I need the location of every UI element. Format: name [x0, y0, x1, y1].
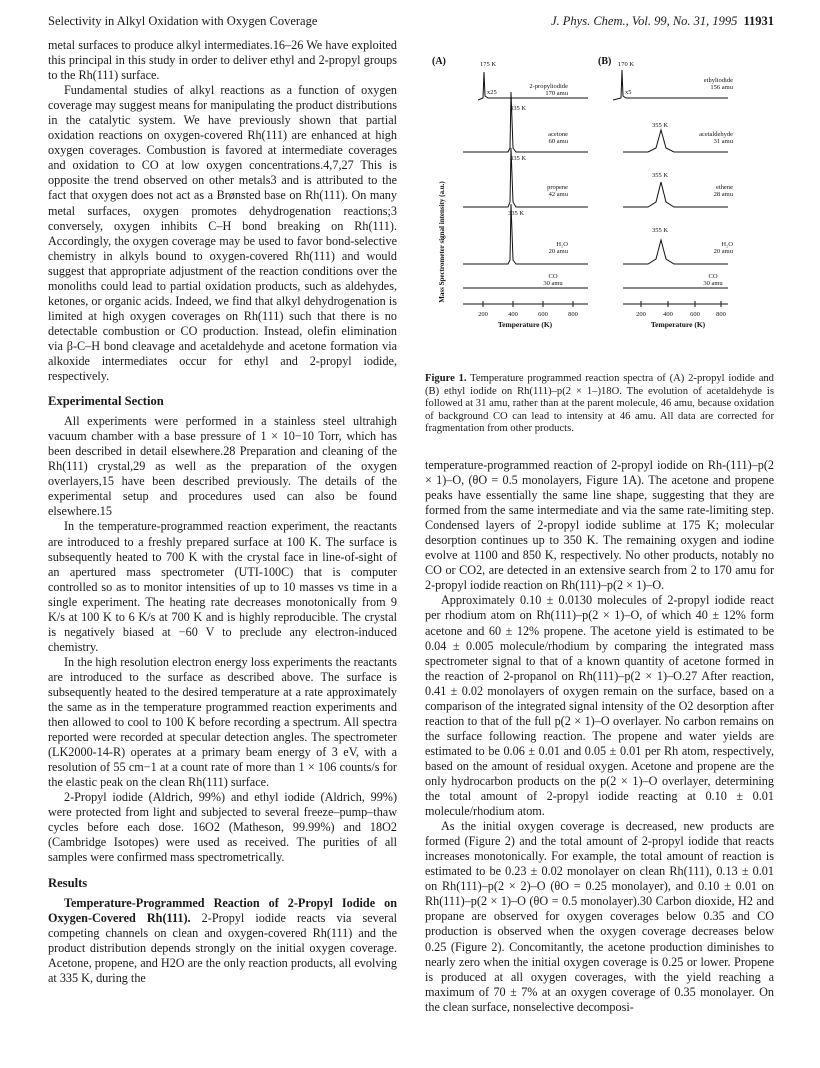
trace-mass: 42 amu: [548, 191, 568, 198]
tick-label: 200: [478, 311, 488, 318]
trace-mass: 156 amu: [710, 84, 733, 91]
trace-label: acetaldehyde: [699, 131, 733, 138]
trace-mass: 170 amu: [545, 90, 568, 97]
figure-1: [428, 52, 774, 372]
tick-label: 800: [568, 311, 578, 318]
panel-a-labels: [478, 61, 578, 329]
section-heading: Experimental Section: [48, 394, 164, 409]
caption-label: Figure 1.: [425, 373, 467, 384]
y-axis-label: Mass Spectrometer signal intensity (a.u.): [438, 181, 446, 303]
paragraph: temperature-programmed reaction of 2-propyl iodide on Rh-(111)–p(2 × 1)–O, (θO = 0.5 monolayers, Figure 1A). The acetone and propene peaks have essentially the same line shape, suggesting that they are formed from the same intermediate and via the same rate-limiting step. Condensed layers of 2-propyl iodide sublime at 175 K; molecular desorption continues up to 350 K. The remaining oxygen and iodine evolve at 1100 and 850 K, respectively. No other products, notably no CO or CO2, are detected in an extensive search from 2 to 170 amu for 2-propyl iodide reaction on Rh(111)–p(2 × 1)–O.: [425, 458, 774, 593]
peak-label: 175 K: [480, 61, 497, 68]
trace-label: CO: [548, 273, 558, 280]
peak-label: 335 K: [508, 210, 525, 217]
peak-label: 335 K: [510, 155, 527, 162]
trace-mass: 31 amu: [713, 138, 733, 145]
paragraph: As the initial oxygen coverage is decreased, new products are formed (Figure 2) and the total amount of 2-propyl iodide that reacts increases monotonically. For example, the total amount of reaction is estimated to be 0.23 ± 0.02 monolayer on clean Rh(111), 0.13 ± 0.01 on Rh(111)–p(2 × 2)–O (θO = 0.25 monolayer), and 0.10 ± 0.01 on Rh(111)–p(2 × 1)–O (θO = 0.5 monolayer).30 Carbon dioxide, H2 and propane are observed for oxygen coverages below 0.35 and CO production is observed when the oxygen coverage decreases below 0.25 (Figure 2). Concomitantly, the acetone production diminishes to nearly zero when the initial oxygen coverage is 0.25 or lower. Propene is produced at all oxygen coverages, with the yield reaching a maximum of 70 ± 7% at an oxygen coverage of 0.35 monolayer. On the clean surface, nonselective decomposi-: [425, 819, 774, 1014]
tpr-spectra: [428, 52, 774, 372]
caption-text: Temperature programmed reaction spectra of (A) 2-propyl iodide and (B) ethyl iodide on Rh(111)–p(2 × 1–)18O. The evolution of acetaldehyde is followed at 31 amu, rather than at the parent molecule, 46 amu, because oxidation of background CO can lead to intensity at 46 amu. All data are corrected for fragmentation from other products.: [425, 373, 774, 435]
subsection-heading: Temperature-Programmed Reaction of 2-Propyl Iodide on Oxygen-Covered Rh(111).: [48, 895, 397, 925]
panel-b-traces: [613, 70, 728, 307]
trace-mass: 60 amu: [548, 138, 568, 145]
trace-mass: 20 amu: [548, 248, 568, 255]
tick-label: 400: [663, 311, 673, 318]
tick-label: 600: [538, 311, 548, 318]
x-axis-label: Temperature (K): [497, 320, 553, 329]
peak-label: 355 K: [652, 122, 669, 129]
peak-label: 335 K: [510, 105, 527, 112]
paragraph: Approximately 0.10 ± 0.0130 molecules of 2-propyl iodide react per rhodium atom on Rh(111)–p(2 × 1)–O, of which 40 ± 12% form acetone and 60 ± 12% propene. The acetone yield is estimated to be 0.04 ± 0.005 molecule/rhodium by comparing the integrated mass spectrometer signal to that of a known quantity of acetone formed in the reaction of 2-propanol on Rh(111)–p(2 × 1)–O.27 After reaction, 0.41 ± 0.02 monolayers of oxygen remain on the surface, based on a comparison of the integrated signal intensity of the O2 desorption after reaction to that of the full p(2 × 1)–O overlayer. No carbon remains on the surface following reaction. The propene and water yields are estimated to be 0.06 ± 0.01 and 0.05 ± 0.01 per Rh atom, respectively, based on the amount of residual oxygen. Acetone and propene are the only hydrocarbon products on the p(2 × 1)–O overlayer, determining the total amount of 2-propyl iodide reacting at 0.10 ± 0.01 molecule/rhodium atom.: [425, 593, 774, 819]
running-title: Selectivity in Alkyl Oxidation with Oxygen Coverage: [48, 14, 318, 28]
tick-label: 200: [636, 311, 646, 318]
figure-caption: [425, 373, 774, 436]
right-column: [425, 458, 774, 1015]
trace-label: CO: [708, 273, 718, 280]
paragraph-text: 2-Propyl iodide reacts via several competing channels on clean and oxygen-covered Rh(111) and the product distribution depends strongly on the initial oxygen coverage. Acetone, propene, and H2O are the only reaction products, all evolving at 335 K, during the: [48, 910, 397, 985]
trace-label: ethene: [716, 184, 733, 191]
tick-label: 800: [716, 311, 726, 318]
panel-b-label: (B): [598, 56, 612, 67]
trace-b-water: [623, 240, 728, 264]
paragraph: Fundamental studies of alkyl reactions as a function of oxygen coverage may suggest means for manipulating the product distributions in the catalytic system. We have previously shown that partial oxidation reactions on oxygen-covered Rh(111) are enhanced at high oxygen coverages. Combustion is favored at intermediate coverages and oxidation to CO at low oxygen concentrations.4,7,27 This is opposite the trend observed on other metals3 and is attributed to the fact that oxygen does not act as a Brønsted base on Rh(111). On many metal surfaces, oxygen promotes dehydrogenation reactions;3 conversely, oxygen inhibits C–H bond breaking on Rh(111). Accordingly, the oxygen coverage may be used to favor bond-selective chemistry in alkyls bound to oxygen-covered Rh(111) and would suggest that appropriate adjustment of the reaction conditions over the monoliths could lead to partial oxidation products, such as aldehydes, ketones, or organic acids. Indeed, we find that alkyl dehydrogenation is limited at high oxygen coverages on Rh(111) such that there is no detectable combustion or CO production. Instead, olefin elimination via β-C–H bond cleavage and acetaldehyde and acetone formation via alkoxide intermediates occur for ethyl and 2-propyl iodide, respectively.: [48, 83, 397, 384]
peak-label: 170 K: [618, 61, 635, 68]
trace-label: propene: [547, 184, 568, 191]
trace-mass: 28 amu: [713, 191, 733, 198]
page-number: 11931: [743, 14, 774, 28]
section-heading: Results: [48, 875, 88, 890]
peak-label: 355 K: [652, 227, 669, 234]
page-header: [48, 14, 774, 34]
paragraph: All experiments were performed in a stainless steel ultrahigh vacuum chamber with a base pressure of 1 × 10−10 Torr, which has been described in detail elsewhere.28 Preparation and cleaning of the Rh(111) crystal,29 as well as the preparation of the oxygen overlayers,15 have been described previously. The details of the experimental setup and procedures used can also be found elsewhere.15: [48, 414, 397, 519]
journal-citation: J. Phys. Chem., Vol. 99, No. 31, 1995: [550, 14, 738, 28]
trace-mass: 30 amu: [703, 280, 723, 287]
tick-label: 600: [690, 311, 700, 318]
panel-a-label: (A): [432, 56, 446, 67]
panel-b-labels: [618, 61, 734, 329]
tick-label: 400: [508, 311, 518, 318]
trace-a-acetone: [463, 92, 588, 152]
paragraph: In the temperature-programmed reaction experiment, the reactants are introduced to a freshly prepared surface at 100 K. The surface is subsequently heated to 700 K with the crystal face in line-of-sight of an apertured mass spectrometer (UTI-100C) that is computer controlled so as to monitor intensities of up to 10 masses vs time in a single experiment. The heating rate decreases monotonically from 9 K/s at 100 K to 6 K/s at 700 K and is highly reproducible. The crystal is negatively biased at −60 V to preclude any electron-induced chemistry.: [48, 519, 397, 654]
paragraph: [48, 896, 397, 986]
x-axis-label: Temperature (K): [650, 320, 706, 329]
trace-label: 2-propyliodide: [529, 83, 568, 90]
trace-mass: 20 amu: [713, 248, 733, 255]
trace-a-water: [463, 204, 588, 264]
trace-label: H₂O: [721, 241, 733, 248]
paragraph: In the high resolution electron energy loss experiments the reactants are introduced to the surface as described above. The surface is subsequently heated to the desired temperature at a rate approximately the same as in the temperature programmed reaction experiments and then allowed to cool to 100 K before recording a spectrum. All spectra reported were recorded at specular detection angles. The spectrometer (LK2000-14-R) operates at a primary beam energy of 3 eV, with a resolution of 55 cm−1 at a count rate of more than 1 × 106 counts/s for the elastic peak on the clean Rh(111) surface.: [48, 654, 397, 790]
trace-label: acetone: [548, 131, 568, 138]
trace-label: H₂O: [556, 241, 568, 248]
left-column: [48, 38, 397, 986]
trace-mass: 30 amu: [543, 280, 563, 287]
paragraph: metal surfaces to produce alkyl intermediates.16–26 We have exploited this principal in this study in order to deliver ethyl and 2-propyl groups to the Rh(111) surface.: [48, 38, 397, 83]
scale-label: x5: [625, 89, 632, 96]
peak-label: 355 K: [652, 172, 669, 179]
trace-label: ethyliodide: [703, 77, 733, 84]
paragraph: 2-Propyl iodide (Aldrich, 99%) and ethyl iodide (Aldrich, 99%) were protected from light and subjected to several freeze–pump–thaw cycles before each dose. 16O2 (Matheson, 99.99%) and 18O2 (Cambridge Isotopes) were used as received. The purities of all samples were confirmed mass spectrometrically.: [48, 790, 397, 865]
trace-b-ethene: [623, 182, 728, 207]
journal-info: [551, 14, 774, 29]
scale-label: x25: [487, 89, 497, 96]
